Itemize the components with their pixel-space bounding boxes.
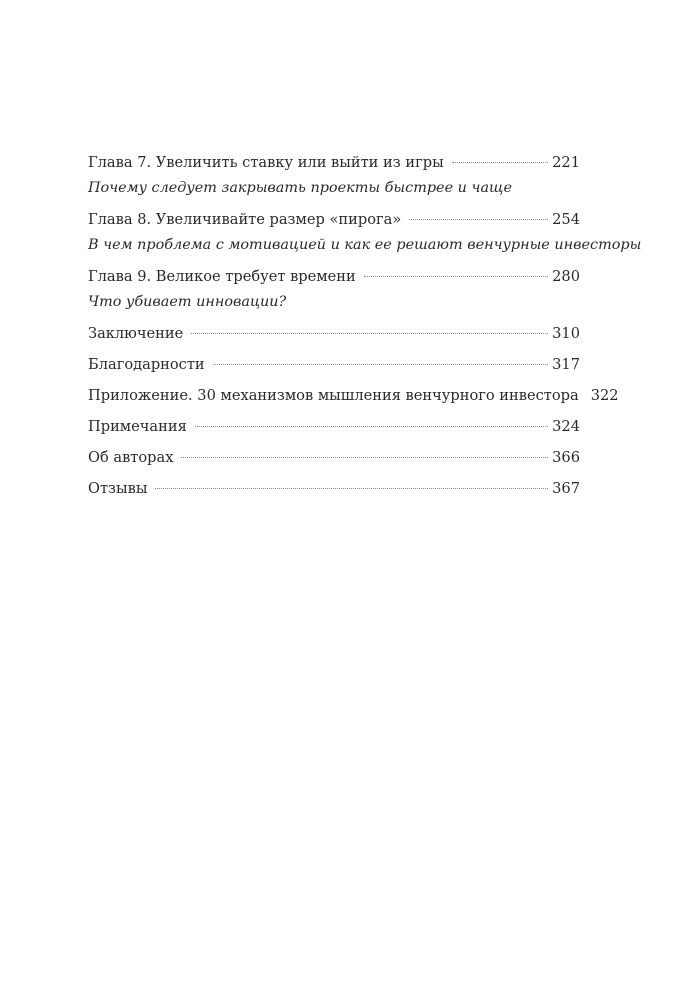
toc-entry-page: 324 — [552, 418, 580, 435]
toc-entry-title: Благодарности — [88, 356, 205, 373]
toc-entry-page: 254 — [552, 211, 580, 228]
toc-entry-page: 280 — [552, 268, 580, 285]
toc-entry-row — [88, 152, 580, 174]
toc-entry-row — [88, 209, 580, 231]
toc-entry-page: 317 — [552, 356, 580, 373]
toc-entry-reviews — [88, 478, 580, 500]
toc-entry-page: 366 — [552, 449, 580, 466]
dot-leader — [191, 333, 548, 334]
toc-entry-title: Об авторах — [88, 449, 174, 466]
toc-entry-page: 322 — [590, 387, 619, 404]
toc-entry-chapter-8 — [88, 209, 642, 256]
toc-entry-page: 367 — [552, 480, 580, 497]
toc-entry-subtitle: В чем проблема с мотивацией и как ее решают венчурные инвесторы — [88, 237, 642, 253]
toc-entry-acknowledgements — [88, 354, 580, 376]
dot-leader — [409, 219, 548, 220]
toc-entry-page: 221 — [552, 154, 580, 171]
toc-entry-row — [88, 354, 580, 376]
toc-entry-subtitle: Почему следует закрывать проекты быстрее и чаще — [88, 180, 512, 196]
toc-entry-notes — [88, 416, 580, 438]
dot-leader — [452, 162, 548, 163]
toc-entry-appendix — [88, 385, 619, 407]
toc-entry-chapter-9 — [88, 266, 580, 313]
toc-entry-title: Заключение — [88, 325, 184, 342]
toc-entry-row — [88, 416, 580, 438]
toc-entry-chapter-7 — [88, 152, 580, 199]
toc-entry-title: Глава 8. Увеличивайте размер «пирога» — [88, 211, 402, 228]
toc-entry-title: Приложение. 30 механизмов мышления венчурного инвестора — [88, 387, 579, 404]
toc-entry-row — [88, 385, 619, 407]
toc-entry-title: Отзывы — [88, 480, 148, 497]
toc-entry-row — [88, 323, 580, 345]
dot-leader — [213, 364, 548, 365]
toc-entry-row — [88, 266, 580, 288]
toc-entry-about-authors — [88, 447, 580, 469]
dot-leader — [364, 276, 548, 277]
toc-entry-row — [88, 478, 580, 500]
toc-entry-conclusion — [88, 323, 580, 345]
toc-entry-page: 310 — [552, 325, 580, 342]
toc-entry-row — [88, 447, 580, 469]
toc-entry-title: Глава 7. Увеличить ставку или выйти из игры — [88, 154, 444, 171]
toc-entry-title: Глава 9. Великое требует времени — [88, 268, 356, 285]
table-of-contents — [88, 152, 642, 509]
dot-leader — [181, 457, 548, 458]
toc-entry-subtitle: Что убивает инновации? — [88, 294, 287, 310]
dot-leader — [195, 426, 548, 427]
dot-leader — [155, 488, 548, 489]
toc-entry-title: Примечания — [88, 418, 187, 435]
